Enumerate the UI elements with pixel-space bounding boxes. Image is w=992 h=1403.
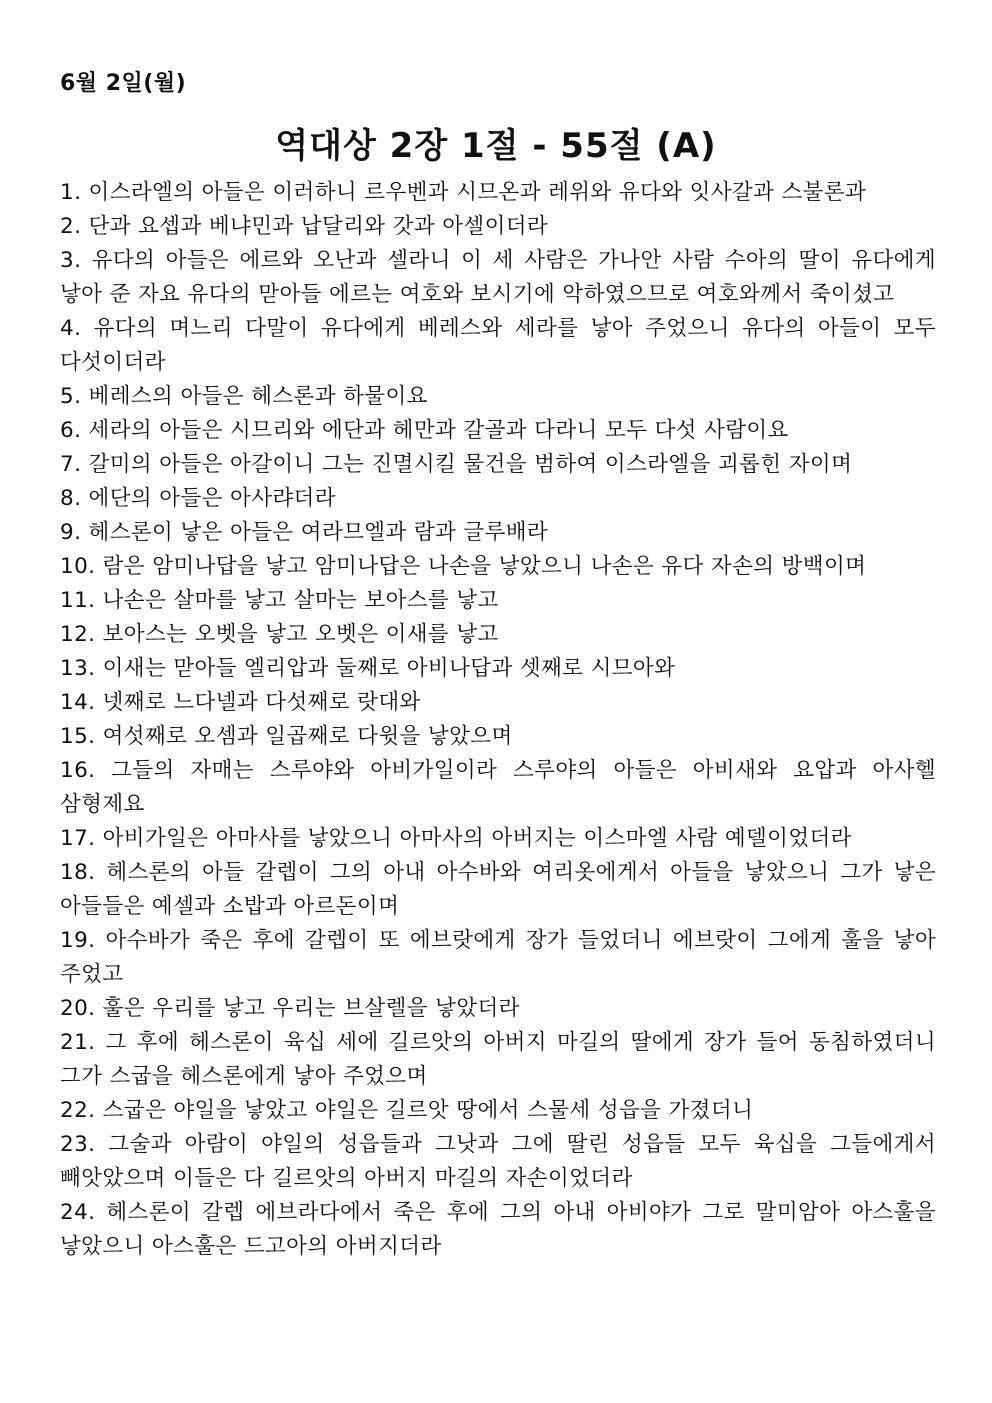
verse-18: 18. 헤스론의 아들 갈렙이 그의 아내 아수바와 여리옷에게서 아들을 낳았으니 그가 낳은 아들들은 예셀과 소밥과 아르돈이며 (60, 860, 936, 919)
verse-14: 14. 넷째로 느다넬과 다섯째로 랏대와 (60, 690, 421, 715)
verse-list (60, 176, 936, 1264)
verse-4: 4. 유다의 며느리 다말이 유다에게 베레스와 세라를 낳아 주었으니 유다의 아들이 모두 다섯이더라 (60, 316, 936, 375)
verse-5: 5. 베레스의 아들은 헤스론과 하물이요 (60, 384, 428, 409)
verse-19: 19. 아수바가 죽은 후에 갈렙이 또 에브랏에게 장가 들었더니 에브랏이 그에게 훌을 낳아 주었고 (60, 928, 936, 987)
verse-13: 13. 이새는 맏아들 엘리압과 둘째로 아비나답과 셋째로 시므아와 (60, 656, 676, 681)
verse-2: 2. 단과 요셉과 베냐민과 납달리와 갓과 아셀이더라 (60, 214, 549, 239)
verse-17: 17. 아비가일은 아마사를 낳았으니 아마사의 아버지는 이스마엘 사람 예델이었더라 (60, 826, 852, 851)
verse-8: 8. 에단의 아들은 아사랴더라 (60, 486, 336, 511)
date-heading: 6월 2일(월) (60, 71, 187, 96)
verse-16: 16. 그들의 자매는 스루야와 아비가일이라 스루야의 아들은 아비새와 요압과 아사헬 삼형제요 (60, 758, 936, 817)
verse-24: 24. 헤스론이 갈렙 에브라다에서 죽은 후에 그의 아내 아비야가 그로 말미암아 아스훌을 낳았으니 아스훌은 드고아의 아버지더라 (60, 1200, 936, 1259)
verse-1: 1. 이스라엘의 아들은 이러하니 르우벤과 시므온과 레위와 유다와 잇사갈과 스불론과 (60, 180, 867, 205)
verse-23: 23. 그술과 아람이 야일의 성읍들과 그낫과 그에 딸린 성읍들 모두 육십을 그들에게서 빼앗았으며 이들은 다 길르앗의 아버지 마길의 자손이었더라 (60, 1132, 936, 1191)
verse-3: 3. 유다의 아들은 에르와 오난과 셀라니 이 세 사람은 가나안 사람 수아의 딸이 유다에게 낳아 준 자요 유다의 맏아들 에르는 여호와 보시기에 악하였으므로 여호와께서 죽이셨고 (60, 248, 936, 307)
verse-6: 6. 세라의 아들은 시므리와 에단과 헤만과 갈골과 다라니 모두 다섯 사람이요 (60, 418, 789, 443)
verse-12: 12. 보아스는 오벳을 낳고 오벳은 이새를 낳고 (60, 622, 499, 647)
verse-10: 10. 람은 암미나답을 낳고 암미나답은 나손을 낳았으니 나손은 유다 자손의 방백이며 (60, 554, 867, 579)
verse-22: 22. 스굽은 야일을 낳았고 야일은 길르앗 땅에서 스물세 성읍을 가졌더니 (60, 1098, 754, 1123)
verse-11: 11. 나손은 살마를 낳고 살마는 보아스를 낳고 (60, 588, 499, 613)
verse-15: 15. 여섯째로 오셈과 일곱째로 다윗을 낳았으며 (60, 724, 513, 749)
verse-7: 7. 갈미의 아들은 아갈이니 그는 진멸시킬 물건을 범하여 이스라엘을 괴롭힌 자이며 (60, 452, 853, 477)
verse-20: 20. 훌은 우리를 낳고 우리는 브살렐을 낳았더라 (60, 996, 520, 1021)
verse-21: 21. 그 후에 헤스론이 육십 세에 길르앗의 아버지 마길의 딸에게 장가 들어 동침하였더니 그가 스굽을 헤스론에게 낳아 주었으며 (60, 1030, 936, 1089)
page-title: 역대상 2장 1절 - 55절 (A) (275, 126, 717, 166)
verse-9: 9. 헤스론이 낳은 아들은 여라므엘과 람과 글루배라 (60, 520, 549, 545)
